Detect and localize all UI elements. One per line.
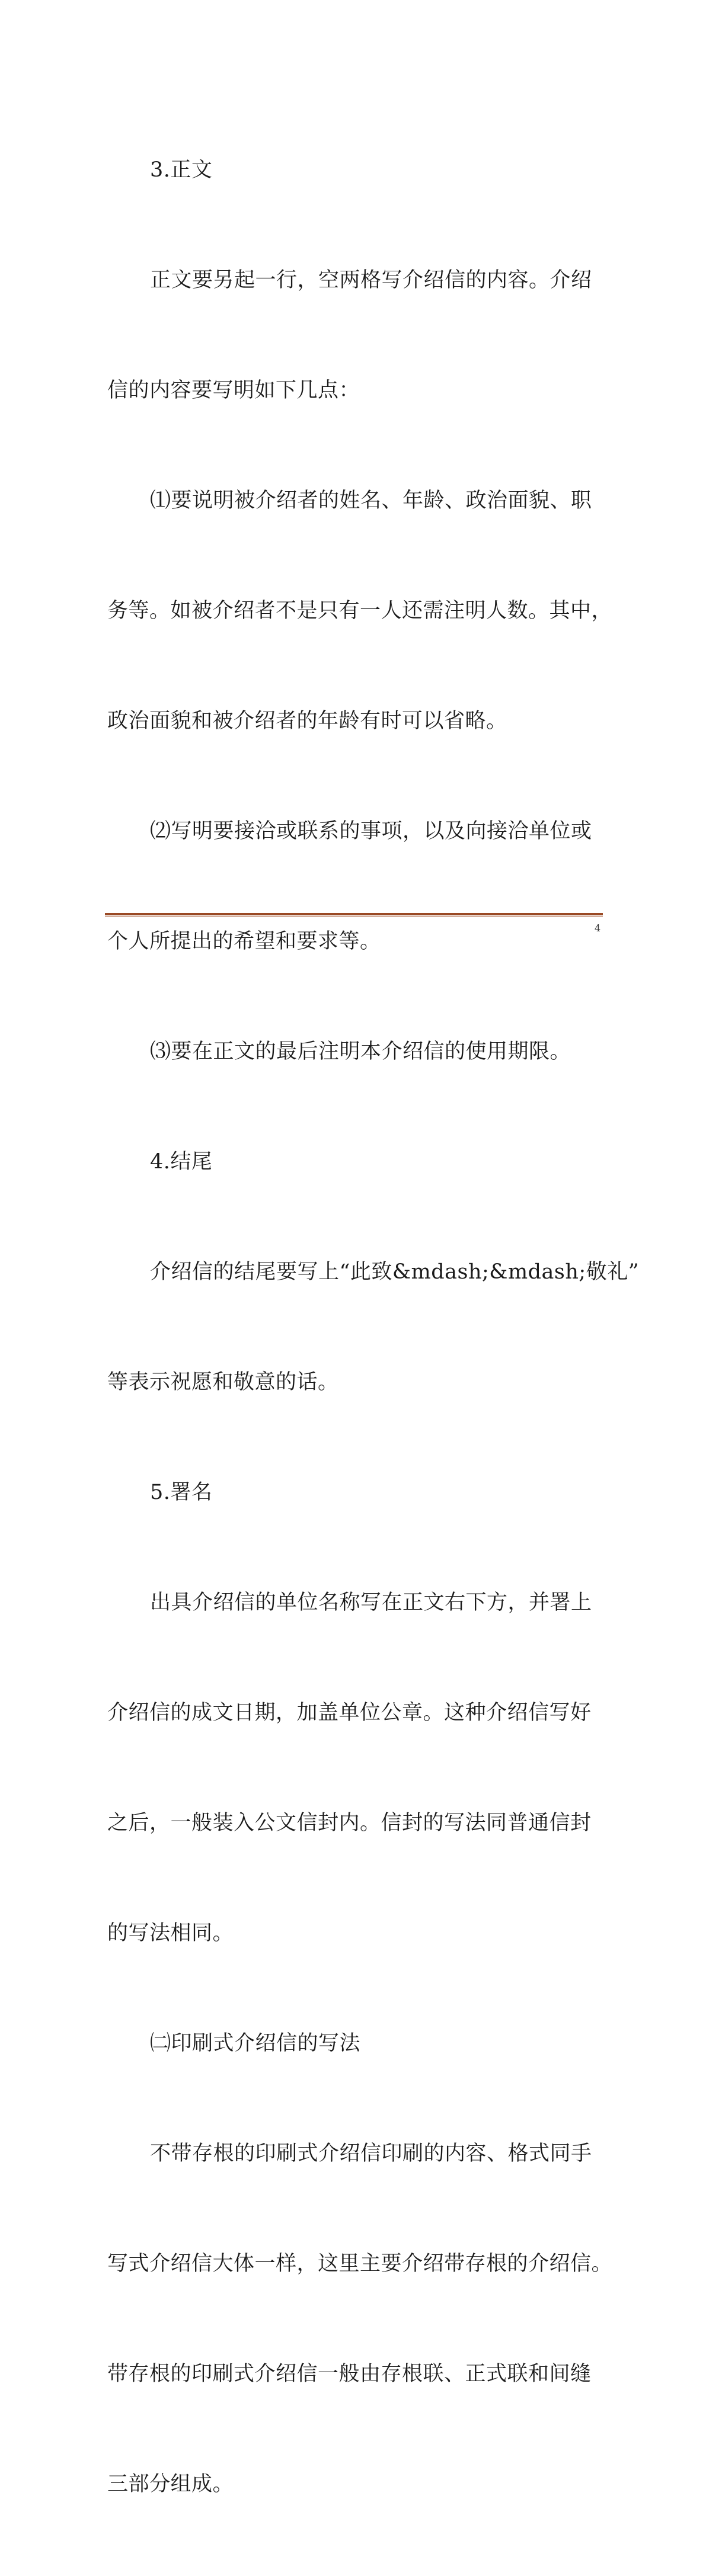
text-line: 等表示祝愿和敬意的话。 — [107, 1370, 339, 1394]
text-line: 写式介绍信大体一样，这里主要介绍带存根的介绍信。 — [107, 2252, 613, 2276]
footer-divider — [105, 913, 603, 918]
text-line: 三部分组成。 — [107, 2472, 234, 2496]
text-block — [107, 78, 640, 2576]
text-line: 4.结尾 — [150, 1150, 213, 1174]
text-line: 介绍信的结尾要写上“此致&mdash;&mdash;敬礼” — [150, 1260, 640, 1284]
text-line: 个人所提出的希望和要求等。 — [107, 930, 381, 953]
text-line: 3.正文 — [150, 158, 213, 182]
text-line: 出具介绍信的单位名称写在正文右下方，并署上 — [150, 1591, 592, 1614]
text-line: 不带存根的印刷式介绍信印刷的内容、格式同手 — [150, 2142, 592, 2165]
text-line: ⑴要说明被介绍者的姓名、年龄、政治面貌、职 — [150, 489, 592, 512]
text-line: 政治面貌和被介绍者的年龄有时可以省略。 — [107, 709, 507, 733]
footer-divider-thick — [105, 913, 603, 915]
text-line: 带存根的印刷式介绍信一般由存根联、正式联和间缝 — [107, 2362, 592, 2386]
text-line: ⑵写明要接洽或联系的事项，以及向接洽单位或 — [150, 819, 592, 843]
page-number: 4 — [595, 922, 601, 934]
text-line: 信的内容要写明如下几点： — [107, 379, 360, 402]
text-line: 务等。如被介绍者不是只有一人还需注明人数。其中， — [107, 599, 613, 623]
document-body — [107, 78, 640, 2576]
text-line: 之后，一般装入公文信封内。信封的写法同普通信封 — [107, 1811, 592, 1835]
text-line: ⑶要在正文的最后注明本介绍信的使用期限。 — [150, 1040, 571, 1063]
text-line: ㈡印刷式介绍信的写法 — [150, 2032, 361, 2055]
text-line: 的写法相同。 — [107, 1921, 234, 1945]
text-line: 5.署名 — [150, 1481, 213, 1504]
text-line: 正文要另起一行，空两格写介绍信的内容。介绍 — [150, 268, 592, 292]
text-line: 介绍信的成文日期，加盖单位公章。这种介绍信写好 — [107, 1701, 592, 1725]
